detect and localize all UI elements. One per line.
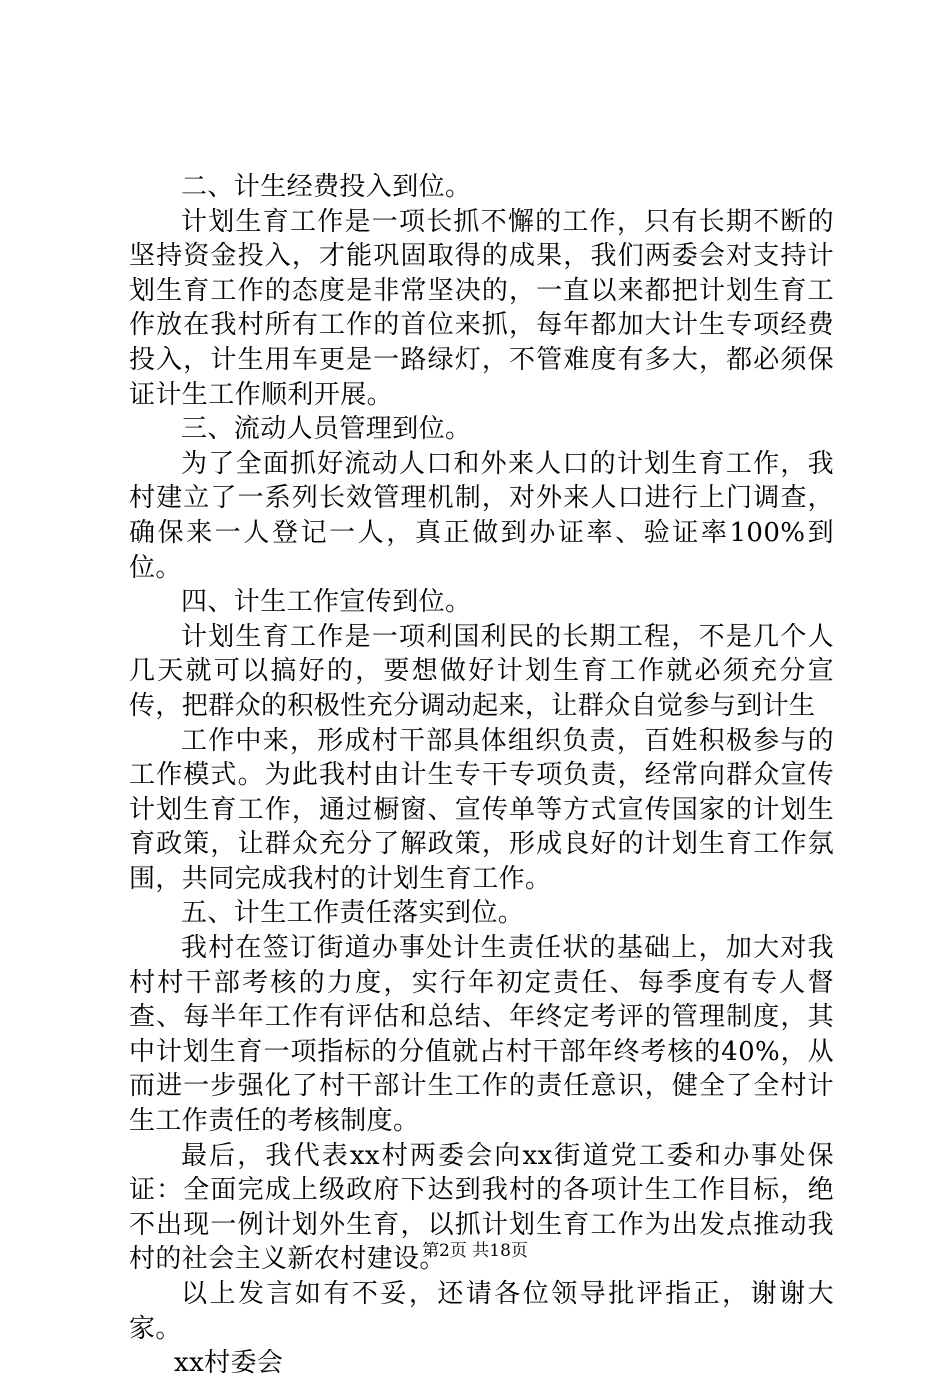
section-heading: 二、计生经费投入到位。 (181, 172, 472, 202)
page-number: 第2页 共18页 (422, 1241, 528, 1261)
section-heading: 四、计生工作宣传到位。 (181, 587, 472, 618)
section-heading: 三、流动人员管理到位。 (181, 414, 472, 445)
body-paragraph: 最后，我代表xx村两委会向xx街道党工委和办事处保证：全面完成上级政府下达到我村的各项计生工作目标，绝不出现一例计划外生育，以抓计划生育工作为出发点推动我村的社会主义新农村建设。 (129, 1140, 834, 1275)
section-heading: 五、计生工作责任落实到位。 (181, 898, 525, 929)
document-body (129, 170, 834, 1381)
page-footer (0, 1241, 950, 1261)
closing-paragraph: 以上发言如有不妥，还请各位领导批评指正，谢谢大家。 (129, 1279, 834, 1344)
body-paragraph: 为了全面抓好流动人口和外来人口的计划生育工作，我村建立了一系列长效管理机制，对外来人口进行上门调查，确保来一人登记一人，真正做到办证率、验证率100%到位。 (129, 448, 834, 583)
signature: xx村委会 (174, 1348, 284, 1379)
body-paragraph: 计划生育工作是一项利国利民的长期工程，不是几个人几天就可以搞好的，要想做好计划生育工作就必须充分宣传，把群众的积极性充分调动起来，让群众自觉参与到计生 (129, 621, 834, 721)
body-paragraph: 工作中来，形成村干部具体组织负责，百姓积极参与的工作模式。为此我村由计生专干专项负责，经常向群众宣传计划生育工作，通过橱窗、宣传单等方式宣传国家的计划生育政策，让群众充分了解政策，形成良好的计划生育工作氛围，共同完成我村的计划生育工作。 (129, 725, 834, 894)
body-paragraph: 计划生育工作是一项长抓不懈的工作，只有长期不断的坚持资金投入，才能巩固取得的成果，我们两委会对支持计划生育工作的态度是非常坚决的，一直以来都把计划生育工作放在我村所有工作的首位来抓，每年都加大计生专项经费投入，计生用车更是一路绿灯，不管难度有多大，都必须保证计生工作顺利开展。 (129, 206, 834, 410)
body-paragraph: 我村在签订街道办事处计生责任状的基础上，加大对我村村干部考核的力度，实行年初定责任、每季度有专人督查、每半年工作有评估和总结、年终定考评的管理制度，其中计划生育一项指标的分值就占村干部年终考核的40%，从而进一步强化了村干部计生工作的责任意识，健全了全村计生工作责任的考核制度。 (129, 933, 834, 1137)
